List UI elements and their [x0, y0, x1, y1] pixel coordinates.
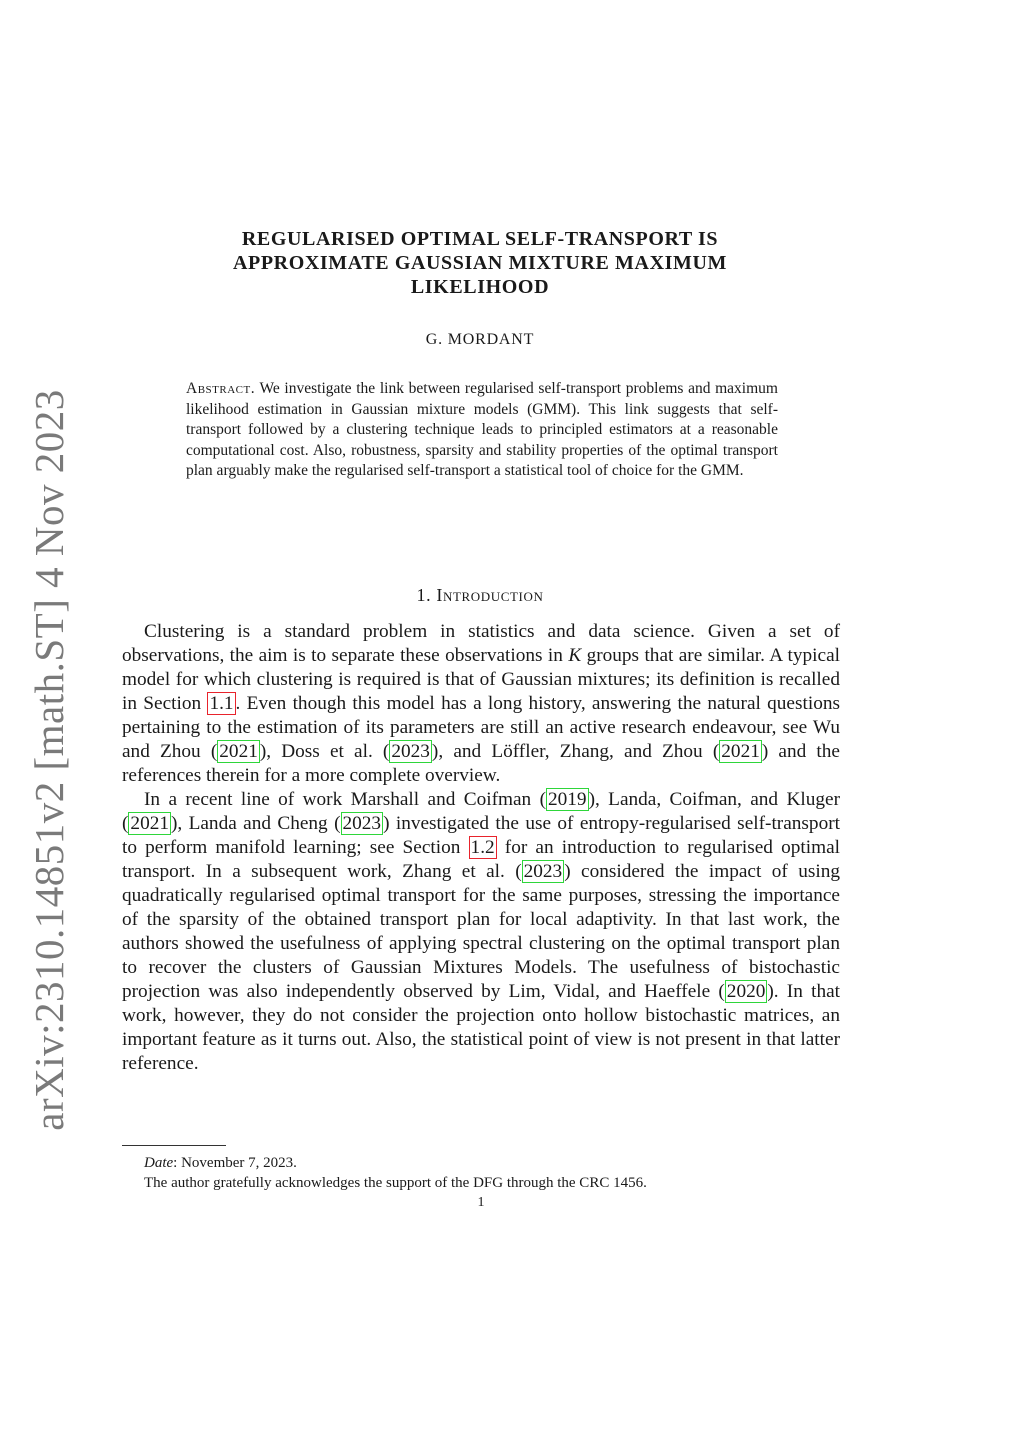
citation-link[interactable]: 2021: [219, 741, 258, 762]
intro-paragraph-1: [122, 620, 840, 788]
paragraph-text: ), Landa and Cheng (: [170, 813, 341, 834]
footnotes: [122, 1153, 840, 1193]
citation-link[interactable]: 2023: [342, 813, 382, 834]
abstract-text: We investigate the link between regularised self-transport problems and maximum likelihood estimation in Gaussian mixture models (GMM). This link suggests that self-transport followed by a clustering technique leads to principled estimators at a reasonable computational cost. Also, robustness, sparsity and stability properties of the optimal transport plan arguably make the regularised self-transport a statistical tool of choice for the GMM.: [186, 380, 778, 480]
paragraph-text: for an introduction to regularised optimal transport. In a subsequent work, Zhang et al. (: [122, 837, 840, 882]
citation-link[interactable]: 2021: [130, 813, 169, 834]
paragraph-text: groups that are similar. A typical model for which clustering is required is that of Gaussian mixtures; its definition is recalled in Section: [122, 645, 841, 714]
math-variable-k: K: [568, 645, 582, 666]
paragraph-text: ) and the references therein for a more complete overview.: [122, 741, 840, 786]
citation-link[interactable]: 2020: [726, 981, 766, 1002]
section-number: 1.: [416, 585, 432, 605]
section-title-text: Introduction: [436, 585, 544, 605]
paper-title: [180, 227, 780, 299]
footnote-divider: [122, 1145, 226, 1146]
citation-link[interactable]: 2023: [523, 861, 563, 882]
section-reference-link[interactable]: 1.2: [470, 837, 495, 858]
section-heading: [180, 585, 780, 606]
date-value: : November 7, 2023.: [173, 1155, 297, 1171]
main-body: [122, 620, 840, 1076]
acknowledgement-footnote: The author gratefully acknowledges the support of the DFG through the CRC 1456.: [144, 1175, 647, 1191]
paragraph-text: ) considered the impact of using quadratically regularised optimal transport for the same purposes, stressing the importance of the sparsity of the obtained transport plan for local adaptivity. In that last work, the authors showed the usefulness of applying spectral clustering on the optimal transport plan to recover the clusters of Gaussian Mixtures Models. The usefulness of bistochastic projection was also independently observed by Lim, Vidal, and Haeffele (: [122, 861, 840, 1002]
paragraph-text: ), Landa, Coifman, and Kluger (: [122, 789, 840, 834]
title-line-3: LIKELIHOOD: [410, 276, 550, 298]
paragraph-text: ). In that work, however, they do not consider the projection onto hollow bistochastic matrices, an important feature as it turns out. Also, the statistical point of view is not present in that latter reference.: [122, 981, 840, 1074]
arxiv-identifier-sidebar: [14, 389, 84, 1131]
abstract-heading: Abstract.: [186, 380, 256, 397]
page-number: 1: [477, 1195, 485, 1210]
abstract: [186, 379, 778, 482]
section-reference-link[interactable]: 1.1: [209, 693, 234, 714]
citation-link[interactable]: 2023: [391, 741, 430, 762]
intro-paragraph-2: [122, 788, 840, 1076]
title-line-1: REGULARISED OPTIMAL SELF-TRANSPORT IS: [241, 228, 719, 250]
title-line-2: APPROXIMATE GAUSSIAN MIXTURE MAXIMUM: [233, 252, 727, 274]
paragraph-text: ), and Löffler, Zhang, and Zhou (: [431, 741, 720, 762]
paragraph-text: . Even though this model has a long history, answering the natural questions pertaining to the estimation of its parameters are still an active research endeavour, see Wu and Zhou (: [122, 693, 840, 762]
paragraph-text: ), Doss et al. (: [259, 741, 390, 762]
arxiv-identifier-text: arXiv:2310.14851v2 [math.ST] 4 Nov 2023: [26, 389, 72, 1131]
paragraph-text: Clustering is a standard problem in statistics and data science. Given a set of observations, the aim is to separate these observations in: [122, 621, 840, 666]
paragraph-text: ) investigated the use of entropy-regularised self-transport to perform manifold learning; see Section: [122, 813, 840, 858]
date-footnote: [122, 1153, 840, 1173]
paragraph-text: In a recent line of work Marshall and Coifman (: [144, 789, 546, 810]
date-label: Date: [144, 1155, 174, 1171]
citation-link[interactable]: 2019: [548, 789, 587, 810]
author-name: G. MORDANT: [425, 331, 535, 348]
citation-link[interactable]: 2021: [721, 741, 760, 762]
